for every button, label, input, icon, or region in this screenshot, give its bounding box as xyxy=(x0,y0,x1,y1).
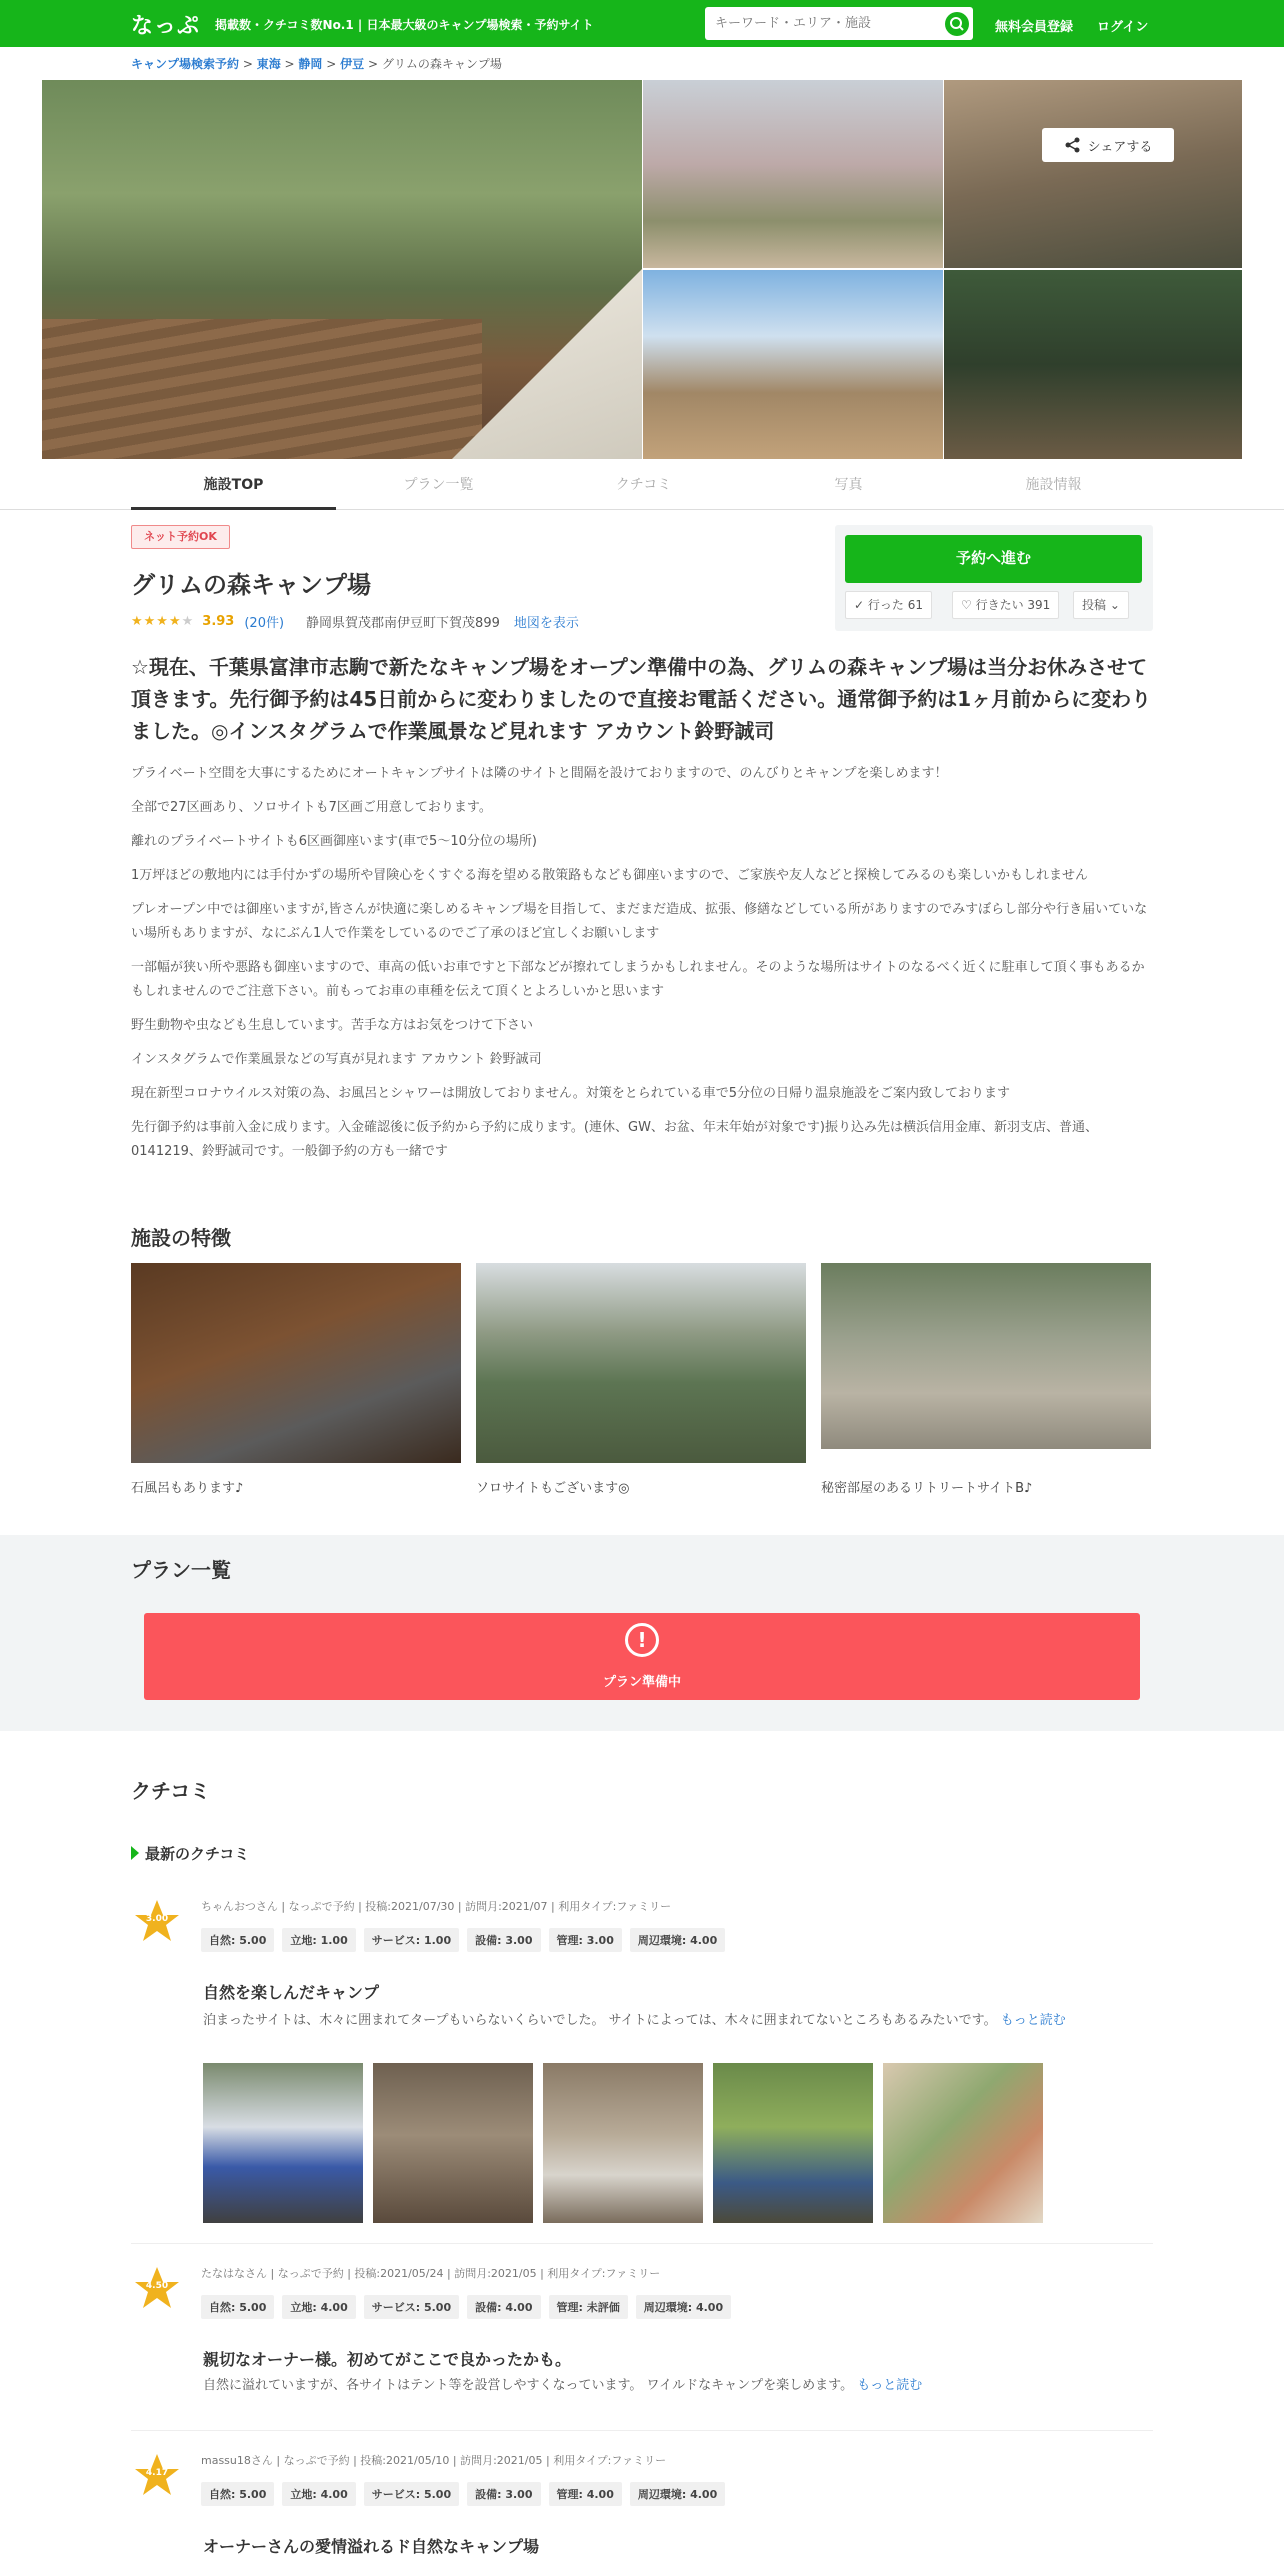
breadcrumb-link[interactable]: 東海 xyxy=(256,57,281,71)
chevron-down-icon: ⌄ xyxy=(1109,598,1120,612)
review-photo[interactable] xyxy=(203,2063,363,2223)
description-paragraph: プレオープン中では御座いますが,皆さんが快適に楽しめるキャンプ場を目指して、まだまだ造成、拡張、修繕などしている所がありますのでみすぼらし部分や行き届いていない場所もありますが、なにぶん1人で作業をしているのでご了承のほど宜しくお願いします xyxy=(131,902,1148,941)
score-chip: 周辺環境: 4.00 xyxy=(630,2482,725,2506)
gallery-photo[interactable] xyxy=(643,80,943,268)
star-filled: ★★★★ xyxy=(131,614,182,629)
show-map-link[interactable]: 地図を表示 xyxy=(513,616,579,631)
score-chip: サービス: 5.00 xyxy=(364,2482,459,2506)
feature-photo xyxy=(131,1263,461,1463)
want-button[interactable]: ♡ 行きたい 391 xyxy=(952,591,1059,619)
went-button[interactable]: ✓ 行った 61 xyxy=(845,591,932,619)
login-link[interactable]: ログイン xyxy=(1097,20,1149,35)
post-button[interactable] xyxy=(1073,591,1129,619)
star-empty: ★ xyxy=(181,614,195,629)
tab-photos[interactable]: 写真 xyxy=(834,477,863,493)
review-title: 親切なオーナー様。初めてがここで良かったかも。 xyxy=(203,2350,572,2369)
score-chip: 立地: 4.00 xyxy=(282,2295,355,2319)
score-chip: サービス: 5.00 xyxy=(364,2295,459,2319)
plans-title: プラン一覧 xyxy=(131,1558,231,1582)
score-chip: 管理: 3.00 xyxy=(549,1928,622,1952)
deck-shape xyxy=(42,319,482,459)
review-score-badge xyxy=(134,1898,180,1944)
review-title: 自然を楽しんだキャンプ xyxy=(203,1983,380,2002)
score-chip: 立地: 4.00 xyxy=(282,2482,355,2506)
description-paragraph: 全部で27区画あり、ソロサイトも7区画ご用意しております。 xyxy=(131,800,492,815)
score-chip: サービス: 1.00 xyxy=(364,1928,459,1952)
description-paragraph: 一部幅が狭い所や悪路も御座いますので、車高の低いお車ですと下部などが擦れてしまうかもしれません。そのような場所はサイトのなるべく近くに駐車して頂く事もあるかもしれませんのでご注意下さい。前もってお車の車種を伝えて頂くとよろしいかと思います xyxy=(131,960,1145,999)
feature-card[interactable] xyxy=(821,1263,1151,1496)
rating-stars xyxy=(131,614,194,629)
breadcrumb: キャンプ場検索予約 > 東海 > 静岡 > 伊豆 > グリムの森キャンプ場 xyxy=(131,57,502,71)
review-text: 泊まったサイトは、木々に囲まれてタープもいらないくらいでした。 サイトによっては、木々に囲まれてないところもあるみたいです。 xyxy=(203,2013,997,2028)
latest-reviews-title: 最新のクチコミ xyxy=(131,1843,249,1864)
site-logo[interactable]: なっぷ xyxy=(131,14,201,39)
read-more-link[interactable]: もっと読む xyxy=(1000,2013,1066,2028)
review-scores xyxy=(201,2295,731,2319)
review-photo[interactable] xyxy=(713,2063,873,2223)
score-chip: 設備: 3.00 xyxy=(467,2482,540,2506)
tab-plans[interactable]: プラン一覧 xyxy=(403,477,474,493)
search-icon xyxy=(945,12,969,36)
gallery-photo[interactable] xyxy=(944,80,1242,268)
review-score-badge xyxy=(134,2265,180,2311)
breadcrumb-link[interactable]: 静岡 xyxy=(298,57,323,71)
plan-status: プラン準備中 xyxy=(602,1675,681,1690)
facility-address: 静岡県賀茂郡南伊豆町下賀茂899 xyxy=(306,616,500,631)
review-body xyxy=(203,2375,1153,2397)
review-title: オーナーさんの愛情溢れるド自然なキャンプ場 xyxy=(203,2537,540,2556)
site-header xyxy=(0,0,1284,47)
review-score-badge xyxy=(134,2452,180,2498)
breadcrumb-current: グリムの森キャンプ場 xyxy=(381,57,502,71)
review-scores xyxy=(201,1928,725,1952)
search-button[interactable] xyxy=(945,12,969,36)
review-count-link[interactable]: (20件) xyxy=(244,616,285,631)
want-label: 行きたい 391 xyxy=(975,598,1051,612)
review-text: 自然に溢れていますが、各サイトはテント等を設営しやすくなっています。 ワイルドなキャンプを楽しめます。 xyxy=(203,2378,854,2393)
breadcrumb-link[interactable]: 伊豆 xyxy=(340,57,365,71)
score-chip: 設備: 3.00 xyxy=(467,1928,540,1952)
facility-headline: ☆現在、千葉県富津市志駒で新たなキャンプ場をオープン準備中の為、グリムの森キャンプ場は当分お休みさせて頂きます。先行御予約は45日前からに変わりましたので直接お電話ください。通常御予約は1ヶ月前からに変わりました。◎インスタグラムで作業風景など見れます アカウント鈴野誠司 xyxy=(131,655,1152,743)
rating-row xyxy=(131,612,579,631)
score-chip: 周辺環境: 4.00 xyxy=(636,2295,731,2319)
description-paragraph: プライベート空間を大事にするためにオートキャンプサイトは隣のサイトと間隔を設けておりますので、のんびりとキャンプを楽しめます！ xyxy=(131,766,948,781)
feature-card[interactable] xyxy=(131,1263,461,1496)
share-icon xyxy=(1064,136,1082,154)
description-paragraph: 離れのプライベートサイトも6区画御座います(車で5～10分位の場所) xyxy=(131,834,537,849)
search-box xyxy=(705,7,973,40)
description-paragraph: 野生動物や虫なども生息しています。苦手な方はお気をつけて下さい xyxy=(131,1018,533,1033)
review-scores xyxy=(201,2482,725,2506)
gallery-photo[interactable] xyxy=(643,270,943,459)
feature-photo xyxy=(821,1263,1151,1449)
review-item xyxy=(131,2265,1153,2393)
review-meta: massu18さん | なっぷで予約 | 投稿:2021/05/10 | 訪問月:2021/05 | 利用タイプ:ファミリー xyxy=(201,2454,667,2467)
review-photo[interactable] xyxy=(883,2063,1043,2223)
share-button[interactable] xyxy=(1042,128,1174,162)
share-label: シェアする xyxy=(1087,139,1153,155)
plan-preparing-notice xyxy=(144,1613,1140,1700)
register-link[interactable]: 無料会員登録 xyxy=(995,20,1074,35)
score-chip: 設備: 4.00 xyxy=(467,2295,540,2319)
score-chip: 管理: 4.00 xyxy=(549,2482,622,2506)
feature-caption: 石風呂もあります♪ xyxy=(131,1481,244,1496)
review-photos xyxy=(203,2063,1043,2223)
review-meta: ちゃんおつさん | なっぷで予約 | 投稿:2021/07/30 | 訪問月:2021/07 | 利用タイプ:ファミリー xyxy=(201,1900,672,1913)
feature-photo xyxy=(476,1263,806,1463)
score-chip: 自然: 5.00 xyxy=(201,2295,274,2319)
review-body xyxy=(203,2010,1153,2032)
exclamation-icon: ! xyxy=(625,1623,659,1657)
read-more-link[interactable]: もっと読む xyxy=(857,2378,923,2393)
post-label: 投稿 xyxy=(1082,598,1107,612)
reserve-panel xyxy=(835,525,1153,631)
feature-card[interactable] xyxy=(476,1263,806,1496)
review-score: 3.00 xyxy=(145,1914,169,1924)
feature-caption: ソロサイトもございます◎ xyxy=(476,1481,630,1496)
description-paragraph: 現在新型コロナウイルス対策の為、お風呂とシャワーは開放しておりません。対策をとられている車で5分位の日帰り温泉施設をご案内致しております xyxy=(131,1086,1011,1101)
reviews-title: クチコミ xyxy=(131,1779,211,1803)
description-paragraph: インスタグラムで作業風景などの写真が見れます アカウント 鈴野誠司 xyxy=(131,1052,542,1067)
score-chip: 管理: 未評価 xyxy=(549,2295,628,2319)
review-score: 4.17 xyxy=(145,2468,169,2478)
review-photo[interactable] xyxy=(543,2063,703,2223)
tab-reviews[interactable]: クチコミ xyxy=(615,477,672,493)
reserve-button[interactable]: 予約へ進む xyxy=(845,535,1142,583)
review-divider xyxy=(131,2430,1153,2431)
description-paragraph: 先行御予約は事前入金に成ります。入金確認後に仮予約から予約に成ります。(連休、GW、お盆、年末年始が対象です)振り込み先は横浜信用金庫、新羽支店、普通、0141219、鈴野誠司です。一般御予約の方も一緒です xyxy=(131,1120,1098,1159)
review-divider xyxy=(131,2243,1153,2244)
rating-score: 3.93 xyxy=(202,614,235,629)
breadcrumb-link[interactable]: キャンプ場検索予約 xyxy=(131,57,240,71)
facility-tabs xyxy=(0,465,1284,510)
description-paragraph: 1万坪ほどの敷地内には手付かずの場所や冒険心をくすぐる海を望める散策路もなども御座いますので、ご家族や友人などと探検してみるのも楽しいかもしれません xyxy=(131,868,1089,883)
net-reservation-badge: ネット予約OK xyxy=(131,525,230,549)
site-tagline: 掲載数・クチコミ数No.1 | 日本最大級のキャンプ場検索・予約サイト xyxy=(215,18,594,32)
review-photo[interactable] xyxy=(373,2063,533,2223)
search-input[interactable] xyxy=(715,14,935,33)
main-photo[interactable] xyxy=(42,80,642,459)
tab-info[interactable]: 施設情報 xyxy=(1025,477,1082,493)
page-title: グリムの森キャンプ場 xyxy=(131,571,371,599)
review-item xyxy=(131,2452,1153,2568)
review-score: 4.50 xyxy=(145,2281,169,2291)
review-item xyxy=(131,1898,1153,2228)
review-meta: たなはなさん | なっぷで予約 | 投稿:2021/05/24 | 訪問月:2021/05 | 利用タイプ:ファミリー xyxy=(201,2267,661,2280)
score-chip: 自然: 5.00 xyxy=(201,1928,274,1952)
score-chip: 立地: 1.00 xyxy=(282,1928,355,1952)
features-title: 施設の特徴 xyxy=(131,1226,231,1250)
went-label: 行った 61 xyxy=(867,598,923,612)
feature-caption: 秘密部屋のあるリトリートサイトB♪ xyxy=(821,1481,1033,1496)
tab-top[interactable]: 施設TOP xyxy=(131,465,336,510)
score-chip: 周辺環境: 4.00 xyxy=(630,1928,725,1952)
facility-description xyxy=(131,762,1153,1174)
gallery-photo[interactable] xyxy=(944,270,1242,459)
score-chip: 自然: 5.00 xyxy=(201,2482,274,2506)
